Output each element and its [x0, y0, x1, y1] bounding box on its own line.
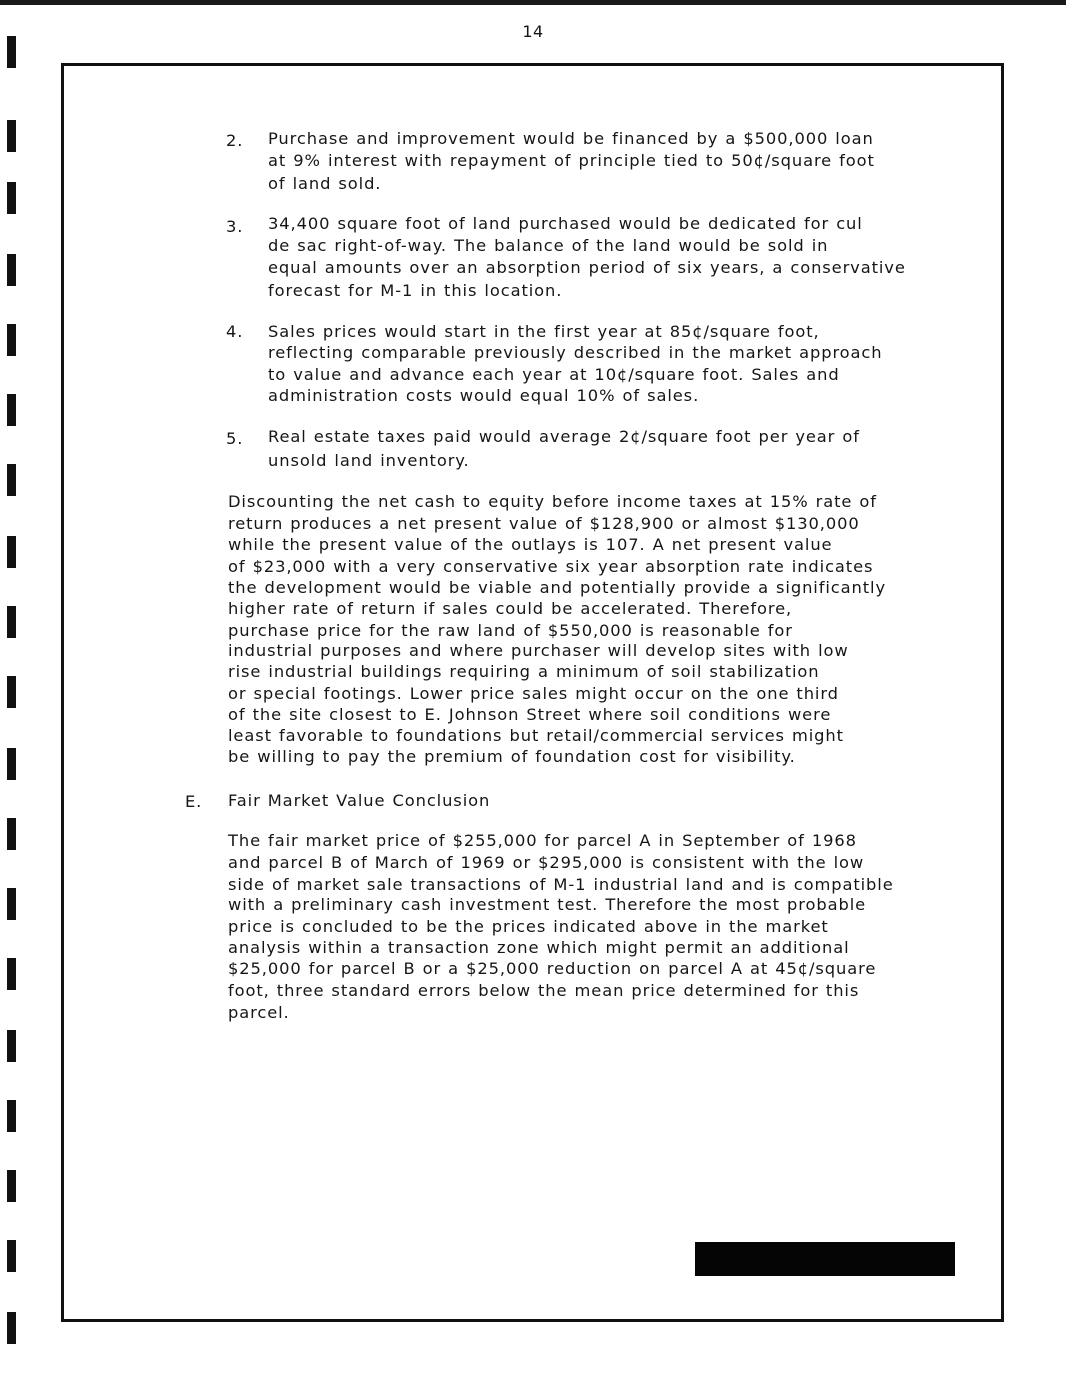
paragraph-line: analysis within a transaction zone which might permit an additional — [228, 938, 850, 957]
binding-hole-mark — [7, 818, 16, 850]
list-item-line: Real estate taxes paid would average 2¢/square foot per year of — [268, 427, 860, 446]
redaction-bar — [695, 1242, 955, 1276]
list-item-line: of land sold. — [268, 174, 382, 193]
binding-hole-mark — [7, 748, 16, 780]
list-item-line: forecast for M-1 in this location. — [268, 281, 563, 300]
paragraph-line: parcel. — [228, 1003, 290, 1022]
paragraph-line: be willing to pay the premium of foundation cost for visibility. — [228, 747, 796, 766]
paragraph-line: while the present value of the outlays is 107. A net present value — [228, 535, 833, 554]
binding-hole-mark — [7, 1170, 16, 1202]
paragraph-line: higher rate of return if sales could be accelerated. Therefore, — [228, 599, 793, 618]
list-item-line: Sales prices would start in the first year at 85¢/square foot, — [268, 322, 820, 341]
list-item-number: 5. — [226, 429, 244, 448]
top-edge-rule — [0, 0, 1066, 5]
binding-hole-mark — [7, 1030, 16, 1062]
paragraph-line: of the site closest to E. Johnson Street where soil conditions were — [228, 705, 832, 724]
binding-hole-mark — [7, 606, 16, 638]
paragraph-line: Discounting the net cash to equity before income taxes at 15% rate of — [228, 492, 877, 511]
list-item-number: 3. — [226, 217, 244, 236]
paragraph-line: with a preliminary cash investment test. Therefore the most probable — [228, 895, 867, 914]
binding-hole-mark — [7, 536, 16, 568]
list-item-number: 4. — [226, 322, 244, 341]
binding-hole-mark — [7, 1240, 16, 1272]
paragraph-line: The fair market price of $255,000 for parcel A in September of 1968 — [228, 831, 857, 850]
paragraph-line: purchase price for the raw land of $550,000 is reasonable for — [228, 621, 793, 640]
list-item-line: at 9% interest with repayment of principle tied to 50¢/square foot — [268, 151, 875, 170]
list-item-line: equal amounts over an absorption period of six years, a conservative — [268, 258, 906, 277]
binding-hole-mark — [7, 888, 16, 920]
binding-hole-mark — [7, 958, 16, 990]
paragraph-line: rise industrial buildings requiring a minimum of soil stabilization — [228, 662, 820, 681]
binding-hole-mark — [7, 676, 16, 708]
binding-hole-mark — [7, 324, 16, 356]
binding-hole-mark — [7, 1312, 16, 1344]
paragraph-line: industrial purposes and where purchaser will develop sites with low — [228, 641, 849, 660]
list-item-line: 34,400 square foot of land purchased would be dedicated for cul — [268, 214, 863, 233]
paragraph-line: of $23,000 with a very conservative six year absorption rate indicates — [228, 557, 874, 576]
paragraph-line: foot, three standard errors below the mean price determined for this — [228, 981, 860, 1000]
binding-hole-mark — [7, 254, 16, 286]
list-item-line: administration costs would equal 10% of sales. — [268, 386, 700, 405]
paragraph-line: the development would be viable and potentially provide a significantly — [228, 578, 886, 597]
paragraph-line: price is concluded to be the prices indicated above in the market — [228, 917, 829, 936]
binding-hole-mark — [7, 120, 16, 152]
list-item-number: 2. — [226, 131, 244, 150]
binding-hole-mark — [7, 182, 16, 214]
binding-hole-mark — [7, 464, 16, 496]
section-letter: E. — [185, 792, 203, 811]
paragraph-line: $25,000 for parcel B or a $25,000 reduction on parcel A at 45¢/square — [228, 959, 877, 978]
paragraph-line: side of market sale transactions of M-1 industrial land and is compatible — [228, 875, 894, 894]
list-item-line: de sac right-of-way. The balance of the land would be sold in — [268, 236, 829, 255]
list-item-line: unsold land inventory. — [268, 451, 470, 470]
binding-holes — [7, 36, 17, 1356]
paragraph-line: return produces a net present value of $128,900 or almost $130,000 — [228, 514, 860, 533]
paragraph-line: and parcel B of March of 1969 or $295,000 is consistent with the low — [228, 853, 865, 872]
binding-hole-mark — [7, 394, 16, 426]
page-number: 14 — [522, 22, 544, 41]
list-item-line: reflecting comparable previously described in the market approach — [268, 343, 883, 362]
paragraph-line: least favorable to foundations but retail/commercial services might — [228, 726, 844, 745]
binding-hole-mark — [7, 1100, 16, 1132]
paragraph-line: or special footings. Lower price sales might occur on the one third — [228, 684, 839, 703]
list-item-line: Purchase and improvement would be financed by a $500,000 loan — [268, 129, 874, 148]
list-item-line: to value and advance each year at 10¢/square foot. Sales and — [268, 365, 840, 384]
section-heading: Fair Market Value Conclusion — [228, 791, 491, 810]
